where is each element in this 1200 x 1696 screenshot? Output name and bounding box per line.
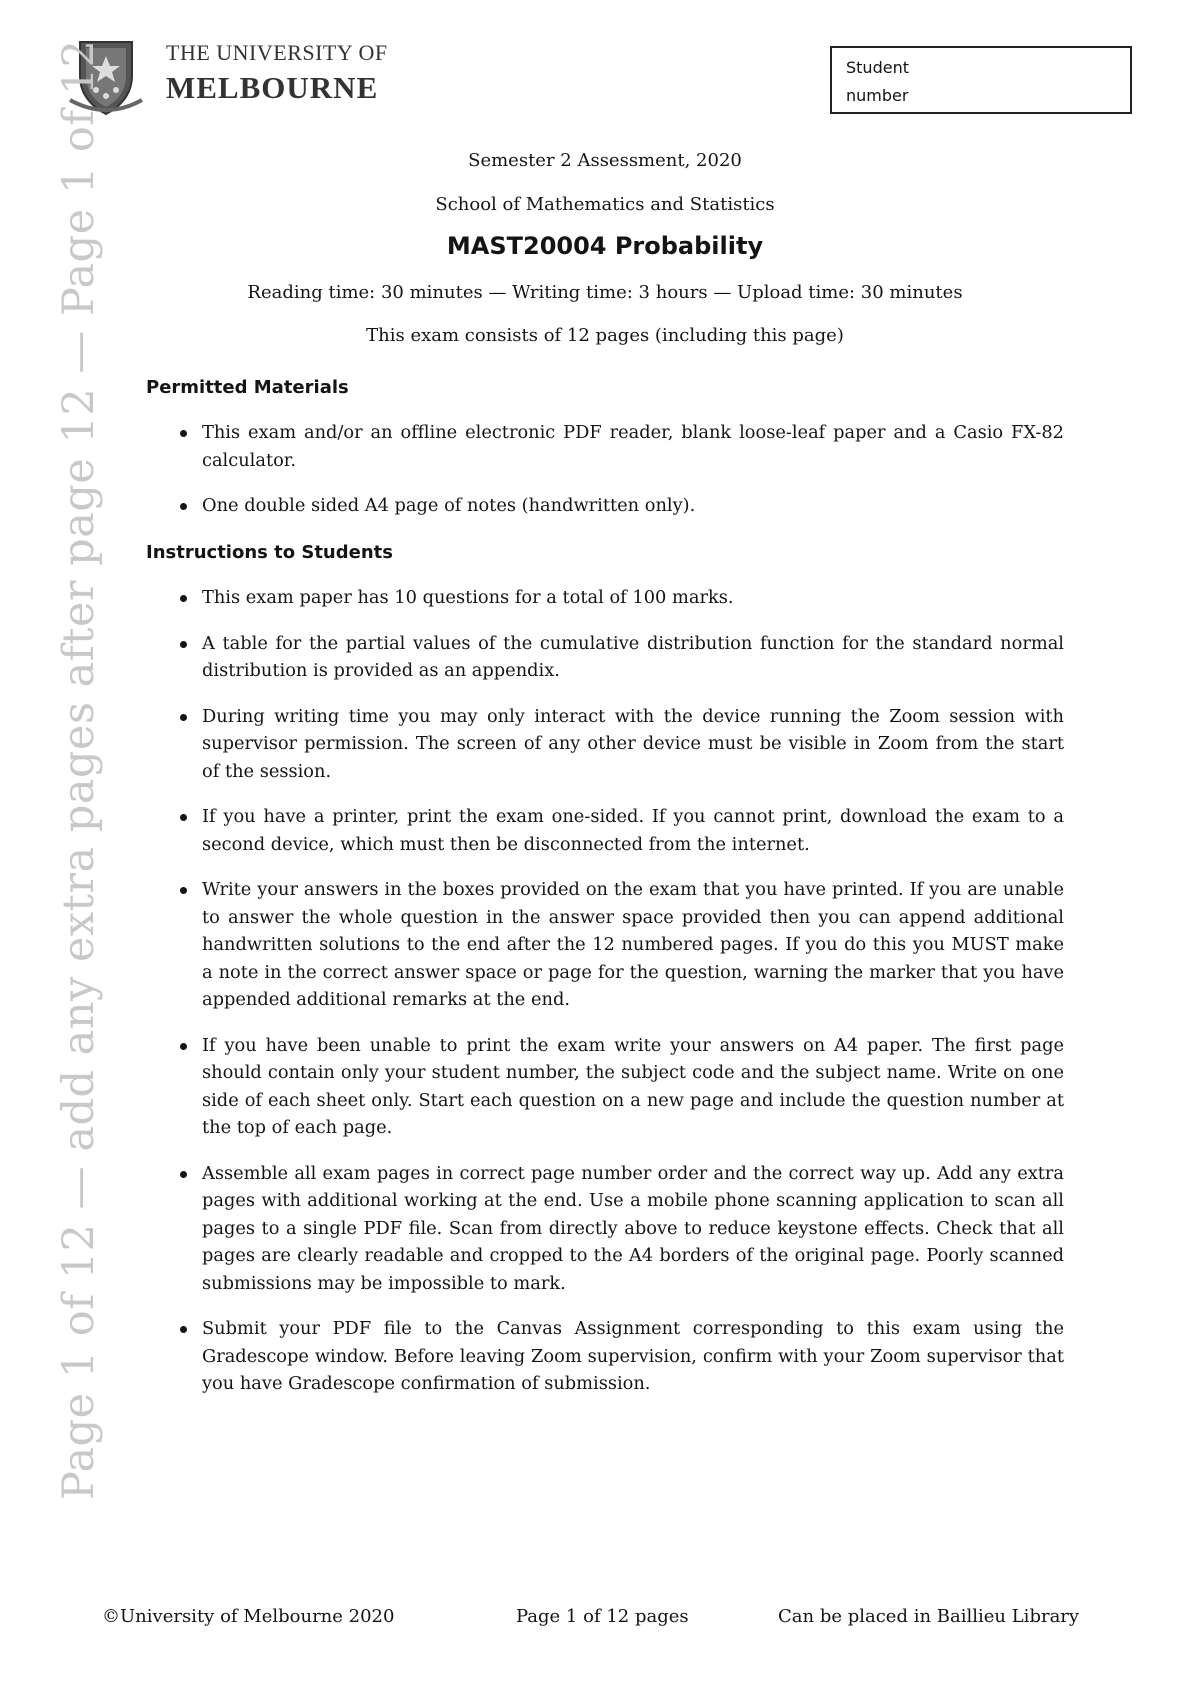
list-item: Write your answers in the boxes provided on the exam that you have printed. If you are unable to answer the whole question in the answer space provided then you can append additional handwritten solutions to the end after the 12 numbered pages. If you do this you MUST make a note in the correct answer space or page for the question, warning the marker that you have appended additional remarks at the end. (176, 876, 1064, 1014)
permitted-materials-list (176, 419, 1064, 538)
list-item: A table for the partial values of the cumulative distribution function for the standard normal distribution is provided as an appendix. (176, 630, 1064, 685)
footer-copyright: ©University of Melbourne 2020 (102, 1606, 395, 1627)
instructions-heading: Instructions to Students (146, 542, 393, 563)
list-item: If you have a printer, print the exam one-sided. If you cannot print, download the exam to a second device, which must then be disconnected from the internet. (176, 803, 1064, 858)
side-page-watermark: Page 1 of 12 — add any extra pages after page 12 — Page 1 of 12 (54, 39, 104, 1500)
student-number-label-line2: number (846, 86, 909, 105)
university-name-line2: MELBOURNE (166, 70, 379, 105)
list-item: Submit your PDF file to the Canvas Assignment corresponding to this exam using the Gradescope window. Before leaving Zoom supervision, confirm with your Zoom supervisor that you have Gradescope confirmation of submission. (176, 1315, 1064, 1398)
course-title: MAST20004 Probability (446, 232, 764, 260)
list-item: If you have been unable to print the exam write your answers on A4 paper. The first page should contain only your student number, the subject code and the subject name. Write on one side of each sheet only. Start each question on a new page and include the question number at the top of each page. (176, 1032, 1064, 1142)
exam-times: Reading time: 30 minutes — Writing time: 3 hours — Upload time: 30 minutes (247, 282, 963, 303)
instructions-list (176, 584, 1064, 1416)
student-number-box[interactable] (830, 46, 1132, 114)
permitted-materials-heading: Permitted Materials (146, 377, 349, 398)
list-item: During writing time you may only interact with the device running the Zoom session with supervisor permission. The screen of any other device must be visible in Zoom from the start of the session. (176, 703, 1064, 786)
university-name-line1: THE UNIVERSITY OF (166, 40, 388, 65)
list-item: Assemble all exam pages in correct page number order and the correct way up. Add any extra pages with additional working at the end. Use a mobile phone scanning application to scan all pages to a single PDF file. Scan from directly above to reduce keystone effects. Check that all pages are clearly readable and cropped to the A4 borders of the original page. Poorly scanned submissions may be impossible to mark. (176, 1160, 1064, 1298)
university-logo (66, 36, 392, 116)
list-item: One double sided A4 page of notes (handwritten only). (176, 492, 1064, 520)
school-name: School of Mathematics and Statistics (435, 194, 775, 215)
student-number-label-line1: Student (846, 58, 909, 77)
footer-library-note: Can be placed in Baillieu Library (778, 1606, 1080, 1627)
list-item: This exam and/or an offline electronic PDF reader, blank loose-leaf paper and a Casio FX-82 calculator. (176, 419, 1064, 474)
page-count-note: This exam consists of 12 pages (including this page) (366, 325, 844, 346)
semester-title: Semester 2 Assessment, 2020 (468, 150, 742, 171)
list-item: This exam paper has 10 questions for a total of 100 marks. (176, 584, 1064, 612)
footer-page-number: Page 1 of 12 pages (516, 1606, 689, 1627)
